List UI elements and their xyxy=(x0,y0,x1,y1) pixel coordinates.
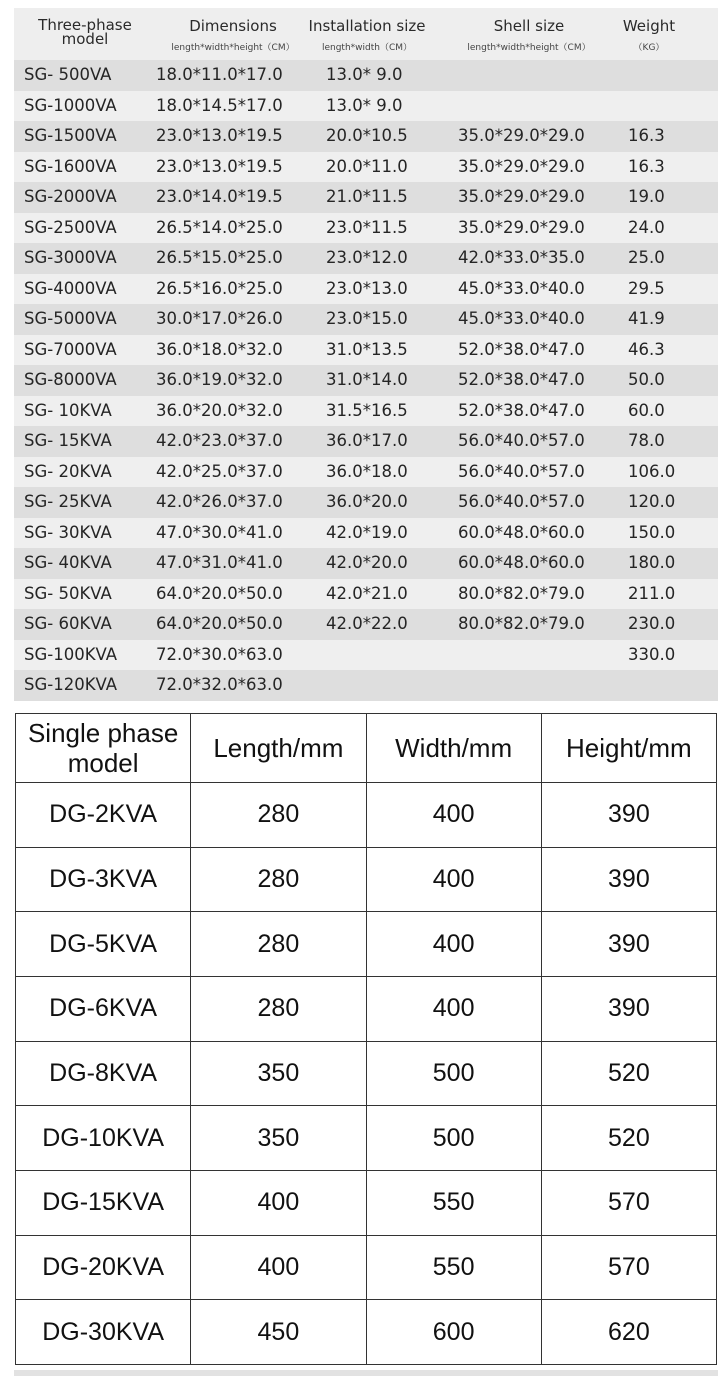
header-dimensions-label: Dimensions xyxy=(189,17,277,35)
table-row xyxy=(14,274,718,305)
cell-weight: 50.0 xyxy=(628,370,665,389)
cell-height: 570 xyxy=(541,1170,716,1235)
cell-model: SG- 15KVA xyxy=(24,431,112,450)
cell-model: DG-2KVA xyxy=(16,783,191,848)
cell-dim: 42.0*26.0*37.0 xyxy=(156,492,283,511)
cell-inst: 21.0*11.5 xyxy=(326,187,408,206)
three-phase-body xyxy=(14,60,718,701)
cell-dim: 18.0*11.0*17.0 xyxy=(156,65,283,84)
cell-inst: 23.0*15.0 xyxy=(326,309,408,328)
cell-model: SG- 20KVA xyxy=(24,461,112,481)
cell-height: 390 xyxy=(541,847,716,912)
table-row xyxy=(16,976,717,1041)
cell-model: SG- 500VA xyxy=(24,65,112,84)
cell-inst: 23.0*13.0 xyxy=(326,278,408,298)
cell-length: 280 xyxy=(191,976,366,1041)
cell-width: 550 xyxy=(366,1235,541,1300)
cell-width: 500 xyxy=(366,1041,541,1106)
cell-weight: 25.0 xyxy=(628,248,665,267)
cell-length: 280 xyxy=(191,912,366,977)
cell-dim: 64.0*20.0*50.0 xyxy=(156,614,283,633)
cell-model: SG- 30KVA xyxy=(24,522,112,542)
cell-inst: 31.0*13.5 xyxy=(326,339,408,359)
table-row xyxy=(14,609,718,640)
cell-width: 400 xyxy=(366,783,541,848)
cell-inst: 36.0*17.0 xyxy=(326,431,408,450)
table-row xyxy=(14,396,718,427)
cell-model: SG-1600VA xyxy=(24,156,117,176)
cell-model: SG-2500VA xyxy=(24,217,117,237)
cell-model: DG-20KVA xyxy=(16,1235,191,1300)
cell-length: 280 xyxy=(191,847,366,912)
cell-inst: 31.5*16.5 xyxy=(326,400,408,420)
three-phase-table xyxy=(14,8,718,698)
cell-model: SG- 40KVA xyxy=(24,553,112,572)
cell-inst: 13.0* 9.0 xyxy=(326,65,403,84)
cell-weight: 78.0 xyxy=(628,431,665,450)
table-row xyxy=(14,457,718,488)
header-length: Length/mm xyxy=(191,714,366,783)
cell-height: 390 xyxy=(541,976,716,1041)
cell-length: 400 xyxy=(191,1235,366,1300)
cell-model: DG-15KVA xyxy=(16,1170,191,1235)
cell-length: 280 xyxy=(191,783,366,848)
cell-dim: 18.0*14.5*17.0 xyxy=(156,95,283,115)
cell-shell: 60.0*48.0*60.0 xyxy=(458,522,585,542)
cell-shell: 52.0*38.0*47.0 xyxy=(458,400,585,420)
table-row xyxy=(14,60,718,91)
cell-width: 400 xyxy=(366,912,541,977)
header-single-model: Single phase model xyxy=(16,714,191,783)
cell-model: SG- 10KVA xyxy=(24,400,112,420)
cell-weight: 106.0 xyxy=(628,461,676,481)
cell-inst: 42.0*20.0 xyxy=(326,553,408,572)
cell-shell: 45.0*33.0*40.0 xyxy=(458,278,585,298)
cell-model: SG-1500VA xyxy=(24,126,117,145)
cell-inst: 36.0*20.0 xyxy=(326,492,408,511)
header-installation xyxy=(306,19,428,53)
cell-model: DG-6KVA xyxy=(16,976,191,1041)
cell-dim: 36.0*19.0*32.0 xyxy=(156,370,283,389)
cell-inst: 13.0* 9.0 xyxy=(326,95,403,115)
header-weight-label: Weight xyxy=(622,17,676,35)
table-row xyxy=(14,548,718,579)
single-phase-body xyxy=(16,783,717,1365)
table-row xyxy=(14,518,718,549)
table-row xyxy=(16,1106,717,1171)
header-dimensions-unit: length*width*height（CM） xyxy=(171,43,295,53)
cell-model: SG-100KVA xyxy=(24,644,118,664)
cell-shell: 80.0*82.0*79.0 xyxy=(458,614,585,633)
cell-shell: 35.0*29.0*29.0 xyxy=(458,217,585,237)
table-row xyxy=(14,335,718,366)
cell-dim: 23.0*14.0*19.5 xyxy=(156,187,283,206)
cell-dim: 64.0*20.0*50.0 xyxy=(156,583,283,603)
header-installation-label: Installation size xyxy=(308,17,426,35)
cell-model: SG- 25KVA xyxy=(24,492,112,511)
table-row xyxy=(16,912,717,977)
table-row xyxy=(14,426,718,457)
cell-model: DG-30KVA xyxy=(16,1300,191,1365)
cell-model: DG-3KVA xyxy=(16,847,191,912)
cell-length: 450 xyxy=(191,1300,366,1365)
cell-shell: 45.0*33.0*40.0 xyxy=(458,309,585,328)
cell-weight: 150.0 xyxy=(628,522,676,542)
cell-model: SG-1000VA xyxy=(24,95,117,115)
cell-dim: 42.0*23.0*37.0 xyxy=(156,431,283,450)
cell-height: 390 xyxy=(541,912,716,977)
cell-shell: 80.0*82.0*79.0 xyxy=(458,583,585,603)
cell-dim: 36.0*20.0*32.0 xyxy=(156,400,283,420)
cell-weight: 211.0 xyxy=(628,583,676,603)
cell-model: SG-2000VA xyxy=(24,187,117,206)
header-installation-unit: length*width（CM） xyxy=(321,43,413,53)
cell-dim: 47.0*31.0*41.0 xyxy=(156,553,283,572)
cell-width: 500 xyxy=(366,1106,541,1171)
cell-inst: 36.0*18.0 xyxy=(326,461,408,481)
cell-weight: 330.0 xyxy=(628,644,676,664)
cell-weight: 180.0 xyxy=(628,553,676,572)
header-width: Width/mm xyxy=(366,714,541,783)
header-weight xyxy=(614,19,684,53)
cell-shell: 60.0*48.0*60.0 xyxy=(458,553,585,572)
header-shell xyxy=(454,19,604,53)
cell-inst: 23.0*12.0 xyxy=(326,248,408,267)
cell-dim: 72.0*32.0*63.0 xyxy=(156,675,283,694)
cell-model: SG-120KVA xyxy=(24,675,118,694)
single-phase-table xyxy=(15,713,717,1365)
cell-model: SG-7000VA xyxy=(24,339,117,359)
cell-height: 390 xyxy=(541,783,716,848)
three-phase-header xyxy=(14,8,718,60)
cell-model: SG-3000VA xyxy=(24,248,117,267)
cell-inst: 23.0*11.5 xyxy=(326,217,408,237)
table-row xyxy=(16,1235,717,1300)
cell-shell: 52.0*38.0*47.0 xyxy=(458,370,585,389)
cell-weight: 16.3 xyxy=(628,156,665,176)
cell-dim: 26.5*16.0*25.0 xyxy=(156,278,283,298)
cell-inst: 20.0*11.0 xyxy=(326,156,408,176)
cell-dim: 30.0*17.0*26.0 xyxy=(156,309,283,328)
table-row xyxy=(14,182,718,213)
cell-inst: 42.0*19.0 xyxy=(326,522,408,542)
cell-dim: 26.5*15.0*25.0 xyxy=(156,248,283,267)
table-row xyxy=(14,640,718,671)
table-row xyxy=(14,121,718,152)
cell-model: DG-8KVA xyxy=(16,1041,191,1106)
cell-weight: 19.0 xyxy=(628,187,665,206)
header-dimensions xyxy=(152,19,314,53)
cell-inst: 42.0*22.0 xyxy=(326,614,408,633)
cell-dim: 47.0*30.0*41.0 xyxy=(156,522,283,542)
cell-dim: 36.0*18.0*32.0 xyxy=(156,339,283,359)
cell-height: 620 xyxy=(541,1300,716,1365)
header-weight-unit: （KG） xyxy=(633,43,665,53)
table-row xyxy=(14,670,718,701)
cell-shell: 56.0*40.0*57.0 xyxy=(458,431,585,450)
cell-shell: 52.0*38.0*47.0 xyxy=(458,339,585,359)
cell-shell: 35.0*29.0*29.0 xyxy=(458,187,585,206)
cell-height: 570 xyxy=(541,1235,716,1300)
cell-height: 520 xyxy=(541,1106,716,1171)
cell-dim: 72.0*30.0*63.0 xyxy=(156,644,283,664)
cell-model: SG- 50KVA xyxy=(24,583,112,603)
cell-weight: 230.0 xyxy=(628,614,676,633)
cell-shell: 56.0*40.0*57.0 xyxy=(458,492,585,511)
cell-inst: 31.0*14.0 xyxy=(326,370,408,389)
cell-model: SG-5000VA xyxy=(24,309,117,328)
table-row xyxy=(16,847,717,912)
cell-model: DG-5KVA xyxy=(16,912,191,977)
cell-dim: 23.0*13.0*19.5 xyxy=(156,156,283,176)
cell-model: SG- 60KVA xyxy=(24,614,112,633)
cell-weight: 46.3 xyxy=(628,339,665,359)
table-row xyxy=(16,783,717,848)
header-model: Three-phase model xyxy=(38,16,132,48)
cell-shell: 35.0*29.0*29.0 xyxy=(458,126,585,145)
cell-weight: 24.0 xyxy=(628,217,665,237)
cell-dim: 26.5*14.0*25.0 xyxy=(156,217,283,237)
cell-height: 520 xyxy=(541,1041,716,1106)
table-row xyxy=(16,1170,717,1235)
cell-dim: 42.0*25.0*37.0 xyxy=(156,461,283,481)
cell-model: DG-10KVA xyxy=(16,1106,191,1171)
table-row xyxy=(14,91,718,122)
cell-weight: 29.5 xyxy=(628,278,665,298)
cell-shell: 42.0*33.0*35.0 xyxy=(458,248,585,267)
cell-inst: 42.0*21.0 xyxy=(326,583,408,603)
cell-weight: 16.3 xyxy=(628,126,665,145)
cell-weight: 60.0 xyxy=(628,400,665,420)
single-phase-header-row xyxy=(16,714,717,783)
table-row xyxy=(16,1041,717,1106)
cell-length: 350 xyxy=(191,1041,366,1106)
table-row xyxy=(16,1300,717,1365)
cell-width: 400 xyxy=(366,976,541,1041)
cell-inst: 20.0*10.5 xyxy=(326,126,408,145)
header-shell-label: Shell size xyxy=(493,17,565,35)
cell-width: 550 xyxy=(366,1170,541,1235)
cell-model: SG-8000VA xyxy=(24,370,117,389)
table-row xyxy=(14,213,718,244)
table-row xyxy=(14,243,718,274)
header-height: Height/mm xyxy=(541,714,716,783)
cell-width: 600 xyxy=(366,1300,541,1365)
table-row xyxy=(14,365,718,396)
cell-shell: 35.0*29.0*29.0 xyxy=(458,156,585,176)
bottom-divider xyxy=(14,1370,718,1376)
cell-weight: 41.9 xyxy=(628,309,665,328)
cell-dim: 23.0*13.0*19.5 xyxy=(156,126,283,145)
cell-weight: 120.0 xyxy=(628,492,676,511)
table-row xyxy=(14,579,718,610)
table-row xyxy=(14,152,718,183)
cell-width: 400 xyxy=(366,847,541,912)
header-shell-unit: length*width*height（CM） xyxy=(467,43,591,53)
cell-length: 350 xyxy=(191,1106,366,1171)
cell-model: SG-4000VA xyxy=(24,278,117,298)
table-row xyxy=(14,304,718,335)
cell-shell: 56.0*40.0*57.0 xyxy=(458,461,585,481)
cell-length: 400 xyxy=(191,1170,366,1235)
table-row xyxy=(14,487,718,518)
